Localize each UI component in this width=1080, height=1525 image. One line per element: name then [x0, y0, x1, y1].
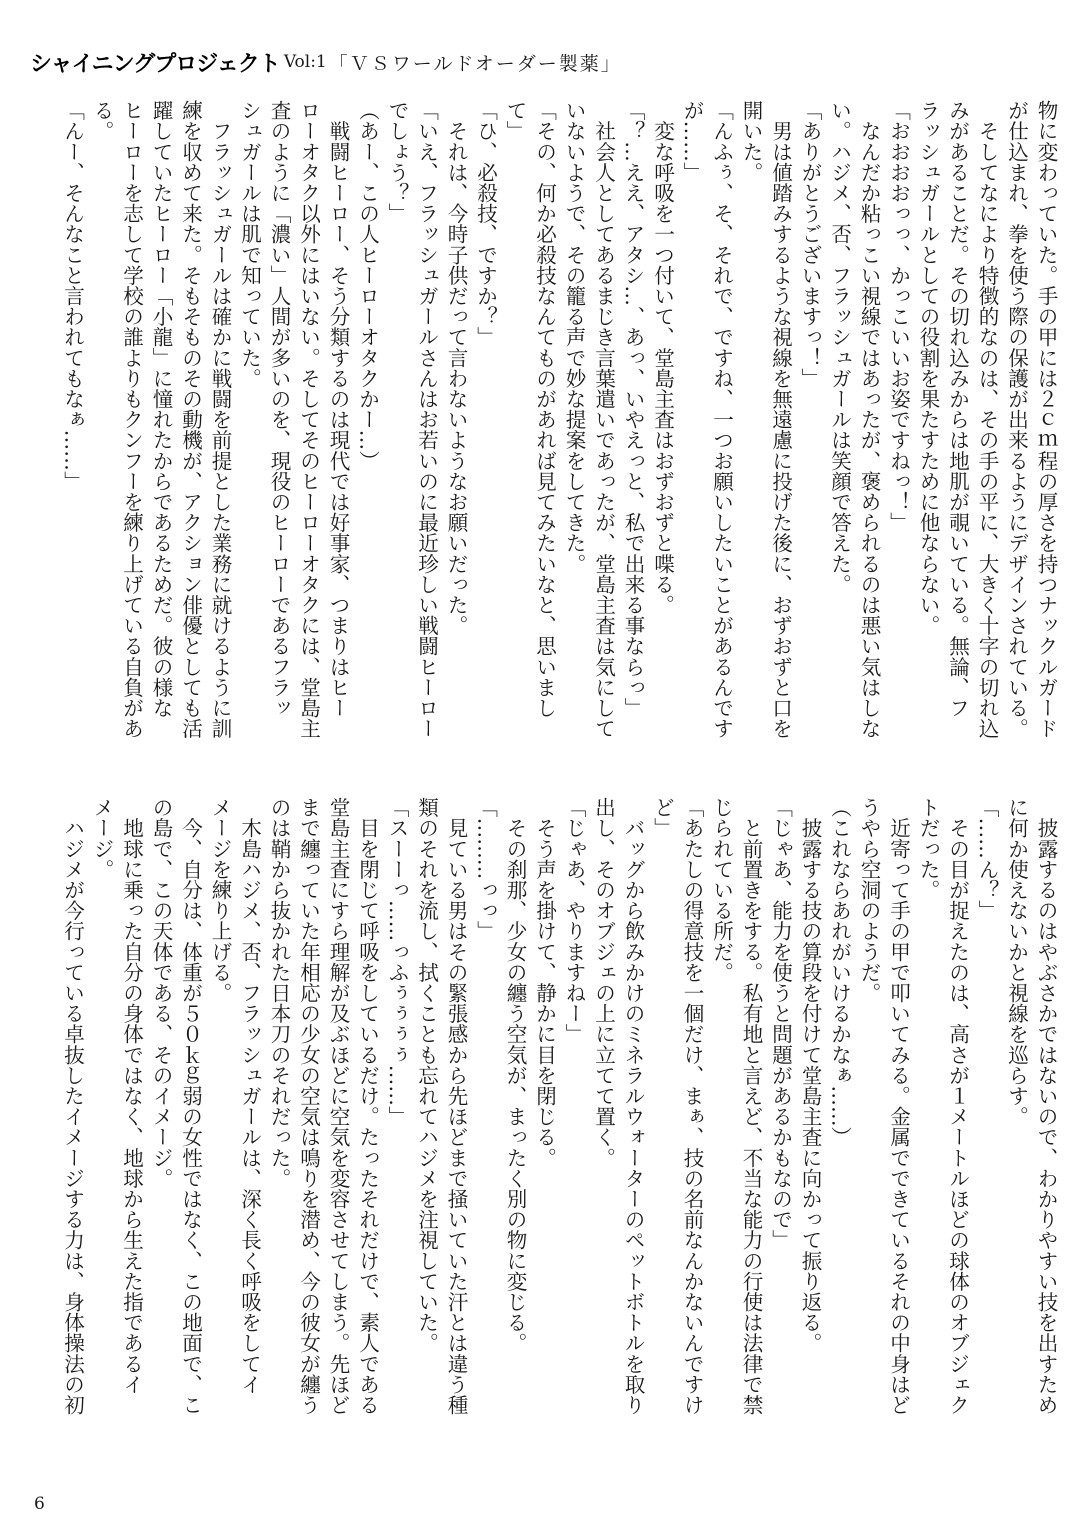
running-header	[30, 44, 622, 80]
text-line: 開いた。	[739, 100, 763, 183]
text-line: フラッシュガールは確かに戦闘を前提とした業務に就けるように訓	[208, 100, 232, 739]
text-line: いないようで、その籠る声で妙な提案をしてきた。	[562, 100, 586, 574]
text-line: 目を閉じて呼吸をしているだけ。たったそれだけで、素人である	[355, 797, 380, 1415]
text-line: の島で、この天体である、そのイメージ。	[149, 797, 173, 1189]
text-line: ラッシュガールとしての役割を果たすために他ならない。	[916, 100, 940, 636]
text-line: に何か使えないかと視線を巡らす。	[1004, 797, 1029, 1127]
text-line: それは、今時子供だって言わないようなお願いだった。	[444, 100, 468, 636]
text-line: 「あたしの得意技を一個だけ、まぁ、技の名前なんかないんですけ	[680, 797, 704, 1415]
text-line: い。ハジメ、否、フラッシュガールは笑顔で答えた。	[827, 100, 852, 595]
text-line: 披露するのはやぶさかではないので、わかりやすい技を出すため	[1034, 797, 1058, 1415]
text-line: 戦闘ヒーロー、そう分類するのは現代では好事家、つまりはヒー	[326, 100, 350, 718]
text-line: 「？…ええ、アタシ…、あっ、いやえっと、私で出来る事ならっ」	[621, 100, 645, 718]
text-line: メージ。	[90, 797, 114, 880]
text-line: 出し、そのオブジェの上に立てて置く。	[591, 797, 616, 1168]
text-line: 男は値踏みするような視線を無遠慮に投げた後に、おずおずと口を	[768, 100, 793, 739]
text-line: 社会人としてあるまじき言葉遣いであったが、堂島主査は気にして	[591, 100, 616, 739]
text-line: うやら空洞のようだ。	[857, 797, 881, 1003]
chapter-title: 「ＶＳワールドオーダー製薬」	[328, 52, 622, 75]
text-block-lower	[57, 797, 1060, 1462]
text-line: なんだか粘っこい視線ではあったが、褒められるのは悪い気はしな	[857, 100, 881, 739]
text-line: 木島ハジメ、否、フラッシュガールは、深く長く呼吸をしてイ	[237, 797, 262, 1395]
text-line: 地球に乗った自分の身体ではなく、地球から生えた指であるイ	[119, 797, 144, 1395]
text-line: 「んー、そんなこと言われてもなぁ……」	[60, 100, 85, 492]
text-line: 「んふぅ、そ、それで、ですね、一つお願いしたいことがあるんです	[709, 100, 734, 739]
text-line: じられている所だ。	[709, 797, 734, 983]
text-line: 査のように「濃い」人間が多いのを、現役のヒーローであるフラッ	[267, 100, 291, 718]
text-line: そう声を掛けて、静かに目を閉じる。	[532, 797, 557, 1168]
text-line: が……」	[680, 100, 704, 183]
text-line: て」	[503, 100, 527, 142]
series-logo: シャイニングプロジェクト	[30, 51, 280, 77]
page-number: 6	[34, 1494, 45, 1514]
text-line: ど」	[650, 797, 675, 839]
text-line: そしてなにより特徴的なのは、その手の平に、大きく十字の切れ込	[975, 100, 999, 739]
text-line: のは鞘から抜かれた日本刀のそれだった。	[267, 797, 291, 1189]
text-line: 練を収めて来た。そもそものその動機が、アクション俳優としても活	[178, 100, 203, 739]
text-line: 「ひ、必殺技、ですか？」	[473, 100, 498, 348]
text-line: でしょう？」	[385, 100, 409, 224]
text-line: （あー、この人ヒーローオタクかー…）	[355, 100, 380, 471]
text-block-upper	[57, 100, 1060, 765]
text-line: （これならあれがいけるかなぁ……）	[827, 797, 852, 1148]
text-line: みがあることだ。その切れ込みからは地肌が覗いている。無論、フ	[945, 100, 970, 718]
text-line: 変な呼吸を一つ付いて、堂島主査はおずおずと喋る。	[650, 100, 675, 615]
text-line: 堂島主査にすら理解が及ぶほどに空気を変容させてしまう。先ほど	[326, 797, 350, 1415]
text-line: と前置きをする。私有地と言えど、不当な能力の行使は法律で禁	[739, 797, 763, 1415]
text-line: 近寄って手の甲で叩いてみる。金属でできているそれの中身はど	[886, 797, 911, 1415]
text-line: 「………っっ」	[473, 797, 498, 942]
text-line: 「スーーっ……っふぅぅぅぅ……」	[385, 797, 409, 1127]
text-line: シュガールは肌で知っていた。	[237, 100, 262, 389]
text-line: その刹那、少女の纏う空気が、まったく別の物に変じる。	[503, 797, 527, 1354]
text-line: トだった。	[916, 797, 940, 900]
text-line: 「いえ、フラッシュガールさんはお若いのに最近珍しい戦闘ヒーロー	[414, 100, 439, 739]
text-line: 「……ん？」	[975, 797, 999, 921]
text-line: ローオタク以外にはいない。そしてそのヒーローオタクには、堂島主	[296, 100, 321, 739]
text-line: まで纏っていた年相応の少女の空気は鳴りを潜め、今の彼女が纏う	[296, 797, 321, 1415]
text-line: 「その、何か必殺技なんてものがあれば見てみたいなと、思いまし	[532, 100, 557, 718]
text-line: 披露する技の算段を付けて堂島主査に向かって振り返る。	[798, 797, 822, 1354]
text-line: バッグから飲みかけのミネラルウォーターのペットボトルを取り	[621, 797, 645, 1415]
text-line: 「おおおおっっ、かっこいいお姿ですねっ！」	[886, 100, 911, 533]
text-line: る。	[90, 100, 114, 142]
text-line: 「じゃあ、やりますねー」	[562, 797, 586, 1045]
text-line: 今、自分は、体重が５０ｋｇ弱の女性ではなく、この地面で、こ	[178, 797, 203, 1415]
text-line: 躍していたヒーロー「小龍」に憧れたからであるためだ。彼の様な	[149, 100, 173, 718]
text-line: ヒーローを志して学校の誰よりもクンフーを練り上げている自負があ	[119, 100, 144, 739]
text-line: ハジメが今行っている卓抜したイメージする力は、身体操法の初	[60, 797, 85, 1415]
text-line: その目が捉えたのは、高さが１メートルほどの球体のオブジェク	[945, 797, 970, 1415]
text-line: メージを練り上げる。	[208, 797, 232, 1003]
text-line: 物に変わっていた。手の甲には２ｃｍ程の厚さを持つナックルガード	[1034, 100, 1058, 739]
text-line: 見ている男はその緊張感から先ほどまで掻いていた汗とは違う種	[444, 797, 468, 1415]
text-line: 類のそれを流し、拭くことも忘れてハジメを注視していた。	[414, 797, 439, 1354]
text-line: が仕込まれ、拳を使う際の保護が出来るようにデザインされている。	[1004, 100, 1029, 739]
volume-label: Vol:1	[283, 52, 327, 72]
text-line: 「じゃあ、能力を使うと問題があるかもなので」	[768, 797, 793, 1251]
text-line: 「ありがとうございますっ！」	[798, 100, 822, 389]
